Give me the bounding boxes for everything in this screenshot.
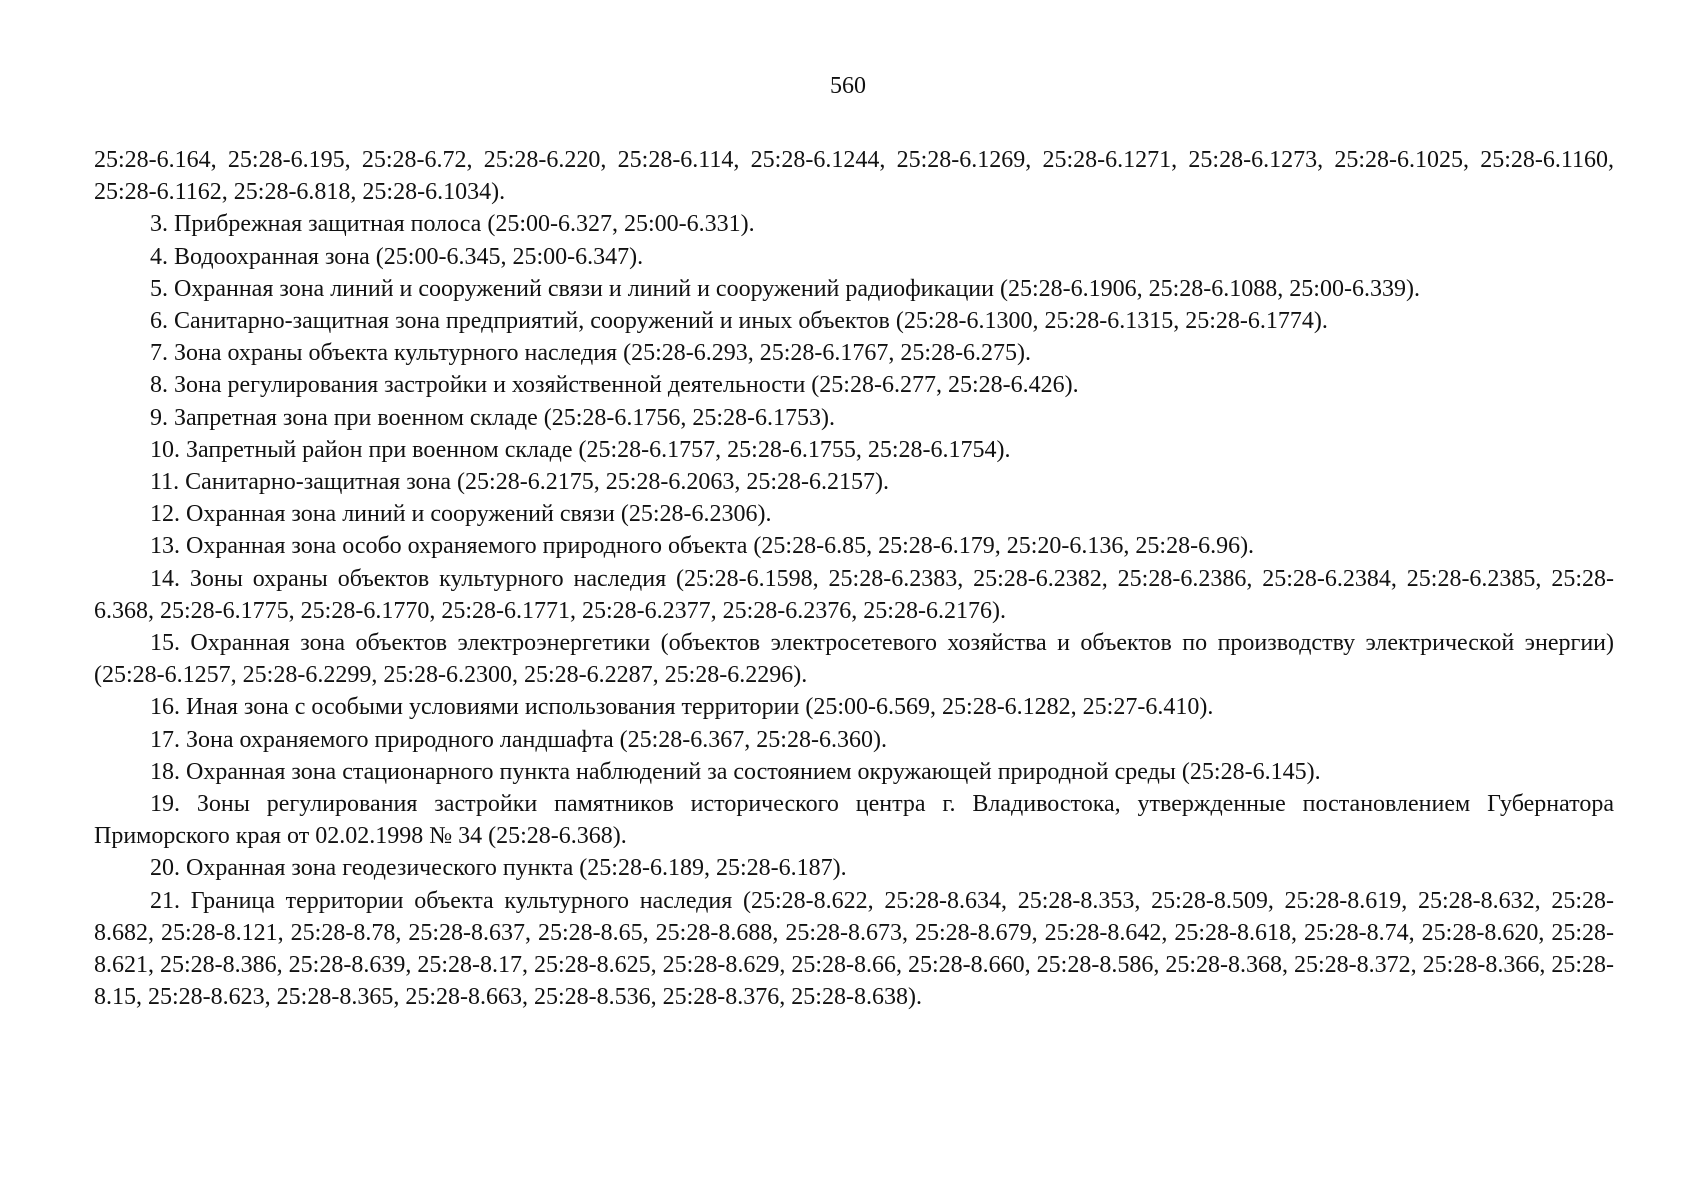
paragraph-item-6: 6. Санитарно-защитная зона предприятий, сооружений и иных объектов (25:28-6.1300, 25:28-6.1315, 25:28-6.1774).: [150, 308, 1328, 335]
paragraph-continuation: 25:28-6.164, 25:28-6.195, 25:28-6.72, 25:28-6.220, 25:28-6.114, 25:28-6.1244, 25:28-6.1269, 25:28-6.1271, 25:28-6.1273, 25:28-6.1025, 25:28-6.1160, 25:28-6.1162, 25:28-6.818, 25:28-6.1034).: [94, 147, 1614, 206]
paragraph-item-16: 16. Иная зона с особыми условиями использования территории (25:00-6.569, 25:28-6.1282, 25:27-6.410).: [150, 694, 1214, 721]
paragraph-item-9: 9. Запретная зона при военном складе (25:28-6.1756, 25:28-6.1753).: [150, 404, 836, 431]
paragraph-item-11: 11. Санитарно-защитная зона (25:28-6.2175, 25:28-6.2063, 25:28-6.2157).: [150, 469, 890, 496]
paragraph-item-14: 14. Зоны охраны объектов культурного наследия (25:28-6.1598, 25:28-6.2383, 25:28-6.2382, 25:28-6.2386, 25:28-6.2384, 25:28-6.2385, 25:28-6.368, 25:28-6.1775, 25:28-6.1770, 25:28-6.1771, 25:28-6.2377, 25:28-6.2376, 25:28-6.2176).: [94, 565, 1614, 624]
paragraph-item-7: 7. Зона охраны объекта культурного наследия (25:28-6.293, 25:28-6.1767, 25:28-6.275).: [150, 340, 1032, 367]
paragraph-item-19: 19. Зоны регулирования застройки памятников исторического центра г. Владивостока, утвержденные постановлением Губернатора Приморского края от 02.02.1998 № 34 (25:28-6.368).: [94, 791, 1614, 850]
paragraph-item-4: 4. Водоохранная зона (25:00-6.345, 25:00-6.347).: [150, 243, 644, 270]
document-body: [94, 144, 1614, 1013]
paragraph-item-8: 8. Зона регулирования застройки и хозяйственной деятельности (25:28-6.277, 25:28-6.426).: [150, 372, 1079, 399]
paragraph-item-15: 15. Охранная зона объектов электроэнергетики (объектов электросетевого хозяйства и объектов по производству электрической энергии) (25:28-6.1257, 25:28-6.2299, 25:28-6.2300, 25:28-6.2287, 25:28-6.2296).: [94, 630, 1614, 689]
paragraph-item-5: 5. Охранная зона линий и сооружений связи и линий и сооружений радиофикации (25:28-6.1906, 25:28-6.1088, 25:00-6.339).: [150, 275, 1420, 302]
paragraph-item-12: 12. Охранная зона линий и сооружений связи (25:28-6.2306).: [150, 501, 772, 528]
paragraph-item-21: 21. Граница территории объекта культурного наследия (25:28-8.622, 25:28-8.634, 25:28-8.353, 25:28-8.509, 25:28-8.619, 25:28-8.632, 25:28-8.682, 25:28-8.121, 25:28-8.78, 25:28-8.637, 25:28-8.65, 25:28-8.688, 25:28-8.673, 25:28-8.679, 25:28-8.642, 25:28-8.618, 25:28-8.74, 25:28-8.620, 25:28-8.621, 25:28-8.386, 25:28-8.639, 25:28-8.17, 25:28-8.625, 25:28-8.629, 25:28-8.66, 25:28-8.660, 25:28-8.586, 25:28-8.368, 25:28-8.372, 25:28-8.366, 25:28-8.15, 25:28-8.623, 25:28-8.365, 25:28-8.663, 25:28-8.536, 25:28-8.376, 25:28-8.638).: [94, 887, 1614, 1011]
paragraph-item-3: 3. Прибрежная защитная полоса (25:00-6.327, 25:00-6.331).: [150, 211, 755, 238]
paragraph-item-18: 18. Охранная зона стационарного пункта наблюдений за состоянием окружающей природной среды (25:28-6.145).: [150, 758, 1321, 785]
paragraph-item-13: 13. Охранная зона особо охраняемого природного объекта (25:28-6.85, 25:28-6.179, 25:20-6.136, 25:28-6.96).: [150, 533, 1255, 560]
paragraph-item-10: 10. Запретный район при военном складе (25:28-6.1757, 25:28-6.1755, 25:28-6.1754).: [150, 436, 1011, 463]
paragraph-item-20: 20. Охранная зона геодезического пункта (25:28-6.189, 25:28-6.187).: [150, 855, 847, 882]
paragraph-item-17: 17. Зона охраняемого природного ландшафта (25:28-6.367, 25:28-6.360).: [150, 726, 887, 753]
page-number: 560: [830, 73, 866, 99]
